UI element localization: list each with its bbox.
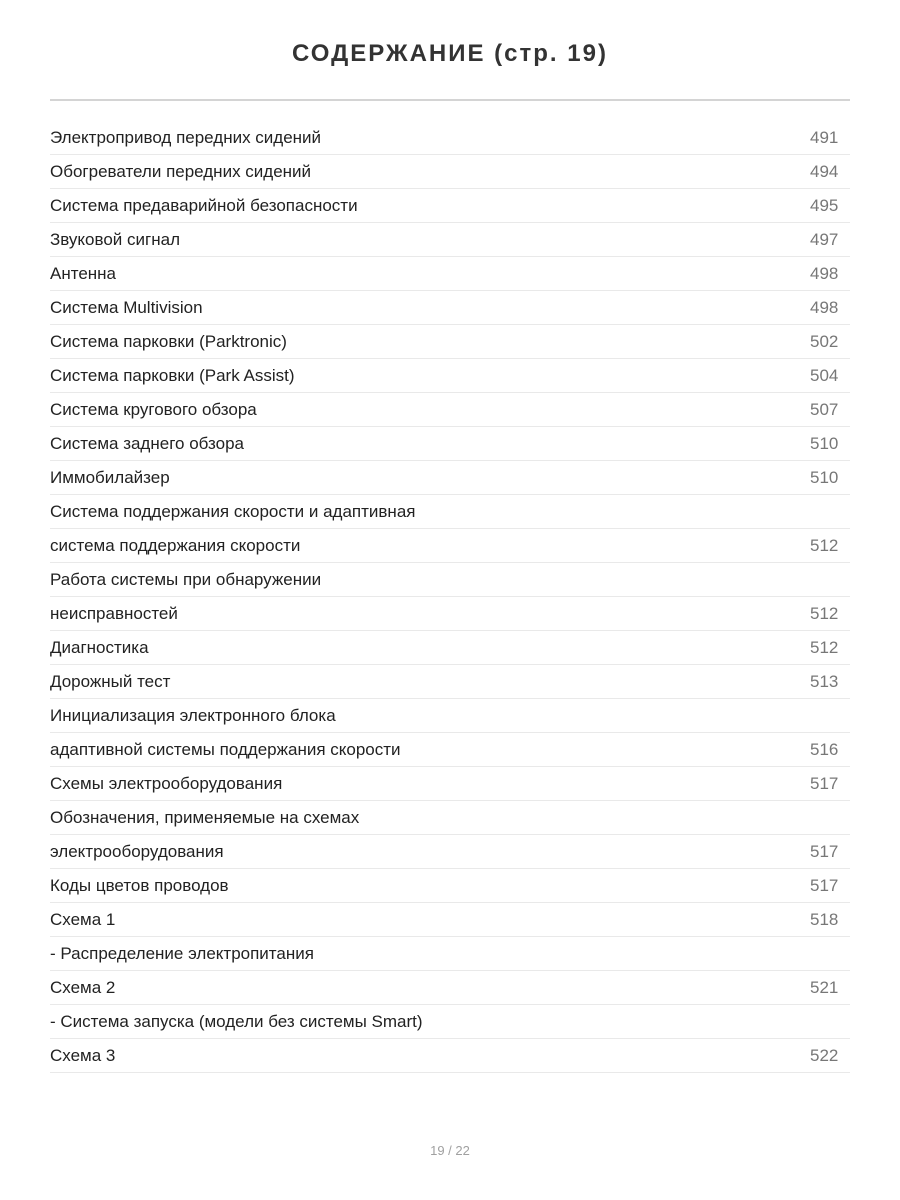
toc-list bbox=[50, 121, 850, 1073]
toc-row[interactable] bbox=[50, 937, 850, 971]
toc-row[interactable] bbox=[50, 563, 850, 597]
toc-entry-title: неисправностей bbox=[50, 603, 178, 623]
toc-row[interactable] bbox=[50, 631, 850, 665]
toc-entry-title: Система предаварийной безопасности bbox=[50, 195, 358, 215]
toc-entry-title: адаптивной системы поддержания скорости bbox=[50, 739, 401, 759]
toc-entry-title: Система парковки (Parktronic) bbox=[50, 331, 287, 351]
toc-entry-title: Система поддержания скорости и адаптивная bbox=[50, 501, 416, 521]
toc-entry-title: система поддержания скорости bbox=[50, 535, 301, 555]
toc-row[interactable] bbox=[50, 597, 850, 631]
toc-page-number: 507 bbox=[810, 399, 839, 419]
toc-row[interactable] bbox=[50, 869, 850, 903]
toc-page-number: 517 bbox=[810, 841, 839, 861]
toc-row[interactable] bbox=[50, 461, 850, 495]
toc-page-number: 512 bbox=[810, 535, 839, 555]
toc-row[interactable] bbox=[50, 1039, 850, 1073]
toc-row[interactable] bbox=[50, 971, 850, 1005]
toc-entry-title: - Распределение электропитания bbox=[50, 943, 314, 963]
toc-page-number: 491 bbox=[810, 127, 839, 147]
toc-row[interactable] bbox=[50, 427, 850, 461]
toc-row[interactable] bbox=[50, 189, 850, 223]
toc-entry-title: Инициализация электронного блока bbox=[50, 705, 336, 725]
toc-row[interactable] bbox=[50, 223, 850, 257]
toc-entry-title: Схема 2 bbox=[50, 977, 116, 997]
toc-row[interactable] bbox=[50, 121, 850, 155]
toc-entry-title: Обогреватели передних сидений bbox=[50, 161, 312, 181]
toc-page-number: 512 bbox=[810, 603, 839, 623]
toc-page-number: 517 bbox=[810, 875, 839, 895]
page-title: СОДЕРЖАНИЕ (стр. 19) bbox=[292, 40, 608, 67]
toc-entry-title: Электропривод передних сидений bbox=[50, 127, 322, 147]
toc-page-number: 510 bbox=[810, 467, 839, 487]
toc-entry-title: Обозначения, применяемые на схемах bbox=[50, 807, 360, 827]
toc-entry-title: Система кругового обзора bbox=[50, 399, 257, 419]
toc-row[interactable] bbox=[50, 359, 850, 393]
toc-row[interactable] bbox=[50, 835, 850, 869]
toc-entry-title: Дорожный тест bbox=[50, 671, 171, 691]
toc-row[interactable] bbox=[50, 495, 850, 529]
toc-row[interactable] bbox=[50, 393, 850, 427]
toc-row[interactable] bbox=[50, 699, 850, 733]
toc-page-number: 497 bbox=[810, 229, 839, 249]
toc-page-number: 516 bbox=[810, 739, 839, 759]
toc-entry-title: - Система запуска (модели без системы Smart) bbox=[50, 1011, 423, 1031]
toc-page-number: 504 bbox=[810, 365, 839, 385]
page-indicator: 19 / 22 bbox=[430, 1143, 470, 1158]
toc-page-number: 502 bbox=[810, 331, 839, 351]
toc-entry-title: Система Multivision bbox=[50, 297, 203, 317]
toc-page-number: 512 bbox=[810, 637, 839, 657]
toc-row[interactable] bbox=[50, 665, 850, 699]
toc-row[interactable] bbox=[50, 155, 850, 189]
toc-row[interactable] bbox=[50, 733, 850, 767]
toc-row[interactable] bbox=[50, 257, 850, 291]
toc-page-number: 498 bbox=[810, 263, 839, 283]
toc-page-number: 495 bbox=[810, 195, 839, 215]
toc-entry-title: Система парковки (Park Assist) bbox=[50, 365, 295, 385]
toc-entry-title: Схема 1 bbox=[50, 909, 116, 929]
toc-page-number: 498 bbox=[810, 297, 839, 317]
toc-entry-title: Диагностика bbox=[50, 637, 149, 657]
toc-entry-title: Звуковой сигнал bbox=[50, 229, 180, 249]
toc-row[interactable] bbox=[50, 1005, 850, 1039]
toc-entry-title: Схема 3 bbox=[50, 1045, 116, 1065]
toc-page-number: 510 bbox=[810, 433, 839, 453]
toc-entry-title: Работа системы при обнаружении bbox=[50, 569, 322, 589]
toc-page-number: 518 bbox=[810, 909, 839, 929]
toc-row[interactable] bbox=[50, 801, 850, 835]
toc-entry-title: Иммобилайзер bbox=[50, 467, 170, 487]
toc-entry-title: Схемы электрооборудования bbox=[50, 773, 283, 793]
toc-entry-title: Система заднего обзора bbox=[50, 433, 244, 453]
toc-page-number: 522 bbox=[810, 1045, 839, 1065]
toc-entry-title: электрооборудования bbox=[50, 841, 224, 861]
toc-entry-title: Коды цветов проводов bbox=[50, 875, 229, 895]
toc-page-number: 521 bbox=[810, 977, 839, 997]
toc-entry-title: Антенна bbox=[50, 263, 117, 283]
title-divider bbox=[50, 99, 850, 101]
toc-page-number: 494 bbox=[810, 161, 839, 181]
toc-page-number: 517 bbox=[810, 773, 839, 793]
toc-page-number: 513 bbox=[810, 671, 839, 691]
toc-row[interactable] bbox=[50, 325, 850, 359]
toc-row[interactable] bbox=[50, 767, 850, 801]
toc-row[interactable] bbox=[50, 903, 850, 937]
toc-row[interactable] bbox=[50, 529, 850, 563]
toc-row[interactable] bbox=[50, 291, 850, 325]
